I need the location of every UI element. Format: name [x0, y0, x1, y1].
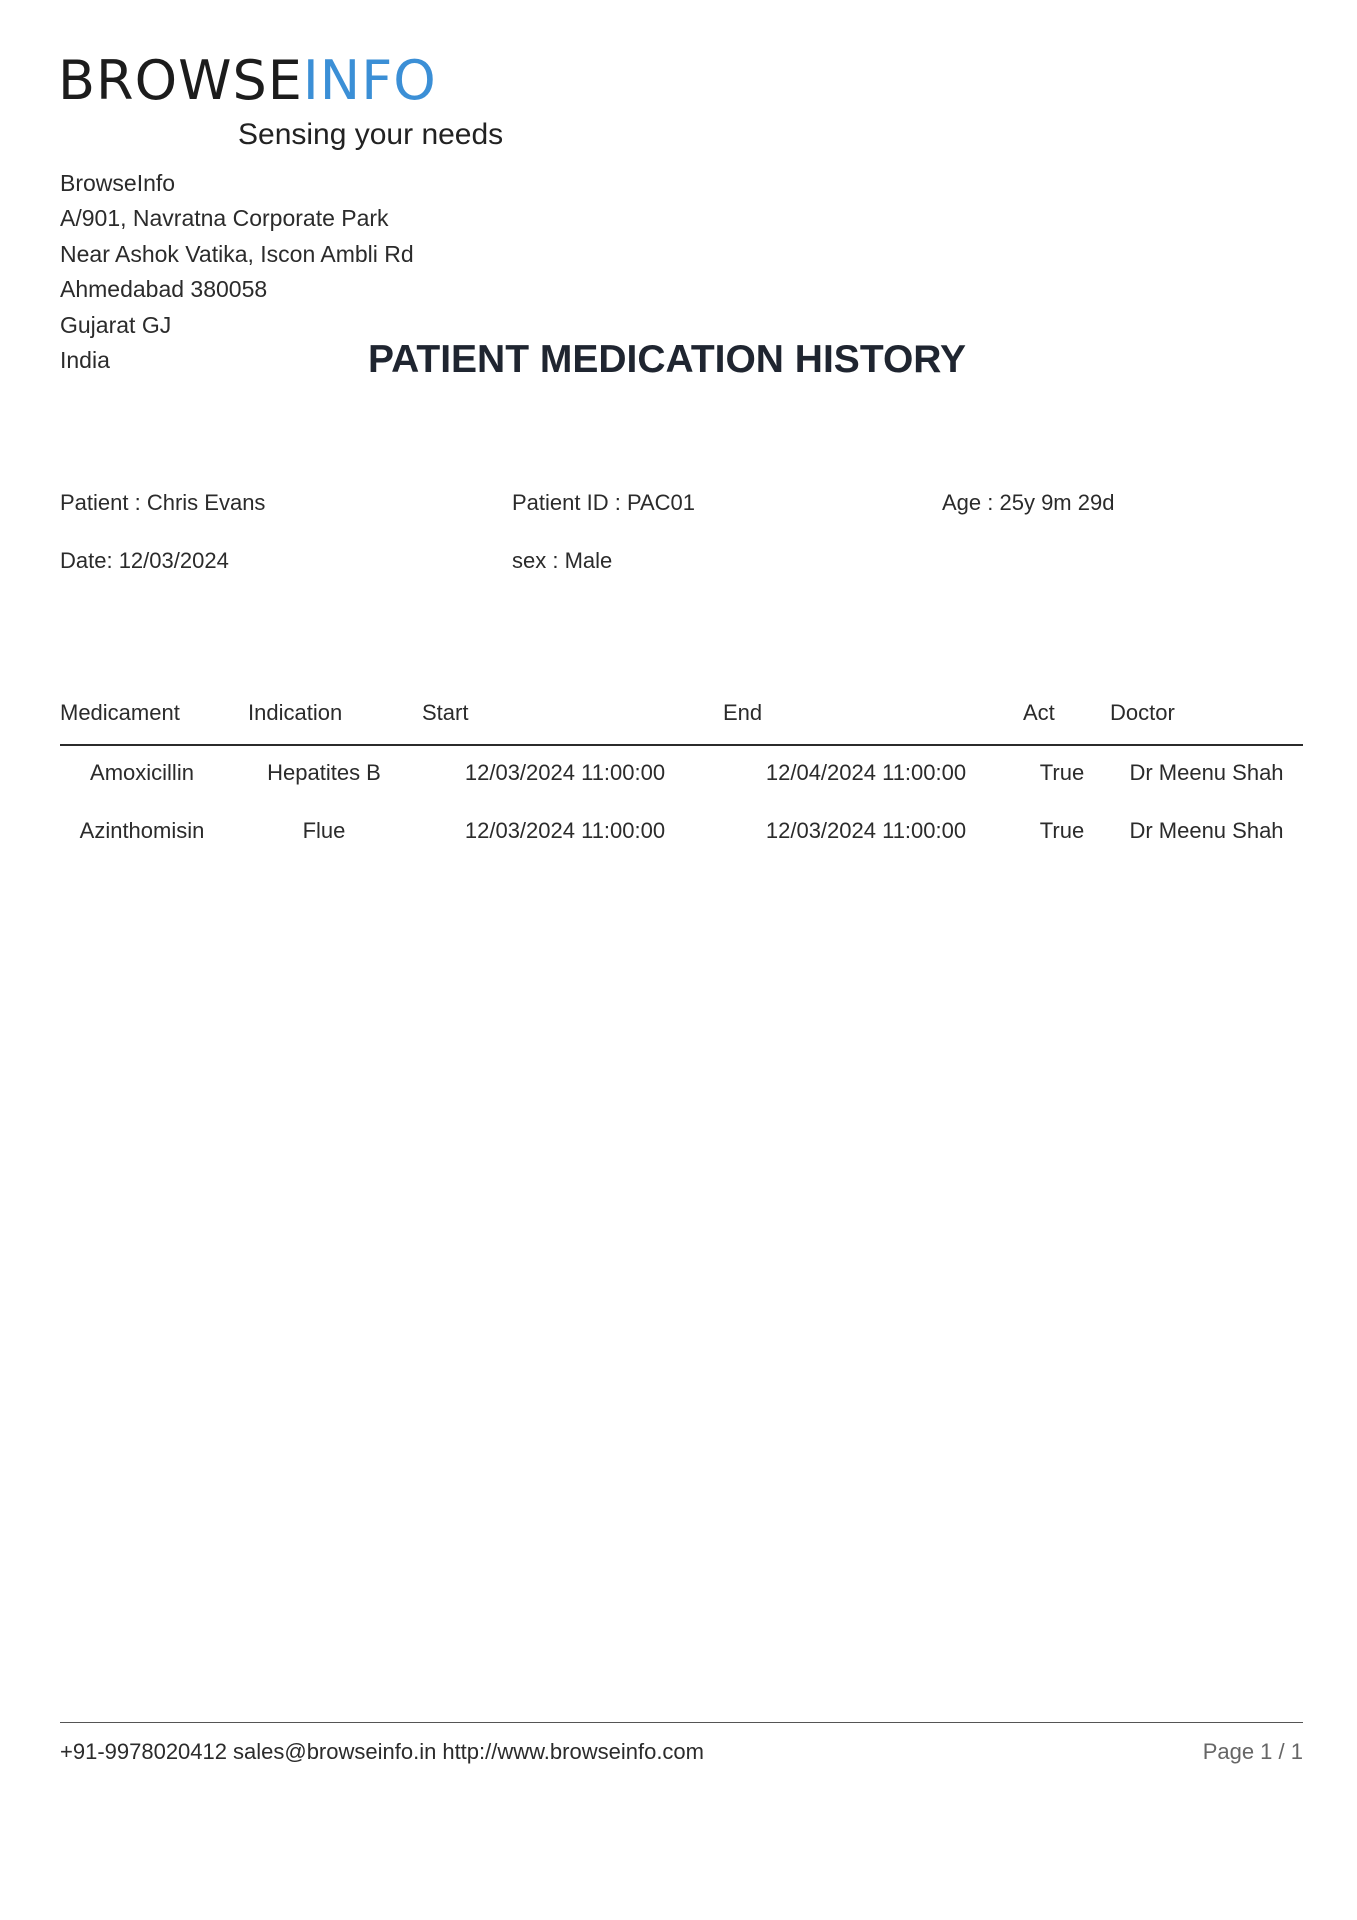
footer-email[interactable]: sales@browseinfo.in: [233, 1739, 437, 1764]
address-state: Gujarat GJ: [60, 311, 172, 338]
cell-act: True: [1039, 760, 1085, 785]
cell-end: 12/03/2024 11:00:00: [765, 818, 967, 843]
medication-table: [60, 690, 1303, 862]
patient-name: Patient : Chris Evans: [60, 490, 266, 515]
cell-medicament: Amoxicillin: [90, 760, 194, 785]
company-address: [60, 166, 414, 378]
header-indication: Indication: [248, 700, 343, 725]
address-city-zip: Ahmedabad 380058: [60, 276, 268, 303]
cell-start: 12/03/2024 11:00:00: [464, 818, 666, 843]
table-row: [60, 746, 1303, 804]
cell-act: True: [1039, 818, 1085, 843]
header-medicament: Medicament: [60, 700, 180, 725]
cell-indication: Flue: [302, 818, 346, 843]
address-line-2: Near Ashok Vatika, Iscon Ambli Rd: [60, 240, 414, 267]
table-header-row: [60, 690, 1303, 746]
company-name: BrowseInfo: [60, 170, 176, 196]
cell-end: 12/04/2024 11:00:00: [765, 760, 967, 785]
cell-indication: Hepatites B: [267, 760, 381, 785]
logo-wordmark: [58, 46, 437, 116]
header-act: Act: [1023, 700, 1055, 725]
address-line-1: A/901, Navratna Corporate Park: [60, 205, 389, 232]
header-end: End: [723, 700, 763, 725]
company-logo: [58, 46, 504, 156]
record-date: Date: 12/03/2024: [60, 548, 229, 573]
footer-phone: +91-9978020412: [60, 1739, 227, 1764]
footer-divider: [60, 1722, 1303, 1723]
patient-age: Age : 25y 9m 29d: [942, 490, 1115, 515]
header-doctor: Doctor: [1110, 700, 1175, 725]
footer-website[interactable]: http://www.browseinfo.com: [442, 1739, 704, 1764]
cell-start: 12/03/2024 11:00:00: [464, 760, 666, 785]
document-title: PATIENT MEDICATION HISTORY: [368, 338, 967, 381]
address-country: India: [60, 347, 110, 374]
cell-doctor: Dr Meenu Shah: [1129, 760, 1284, 785]
footer-contact: [60, 1739, 710, 1765]
header-start: Start: [422, 700, 469, 725]
patient-id: Patient ID : PAC01: [512, 490, 696, 515]
logo-word-part2: INFO: [302, 49, 437, 112]
logo-word-part1: BROWSE: [58, 49, 303, 112]
table-row: [60, 804, 1303, 862]
logo-tagline: Sensing your needs: [238, 118, 504, 151]
page-number: Page 1 / 1: [1202, 1739, 1303, 1764]
patient-sex: sex : Male: [512, 548, 613, 573]
cell-doctor: Dr Meenu Shah: [1129, 818, 1284, 843]
cell-medicament: Azinthomisin: [79, 818, 205, 843]
